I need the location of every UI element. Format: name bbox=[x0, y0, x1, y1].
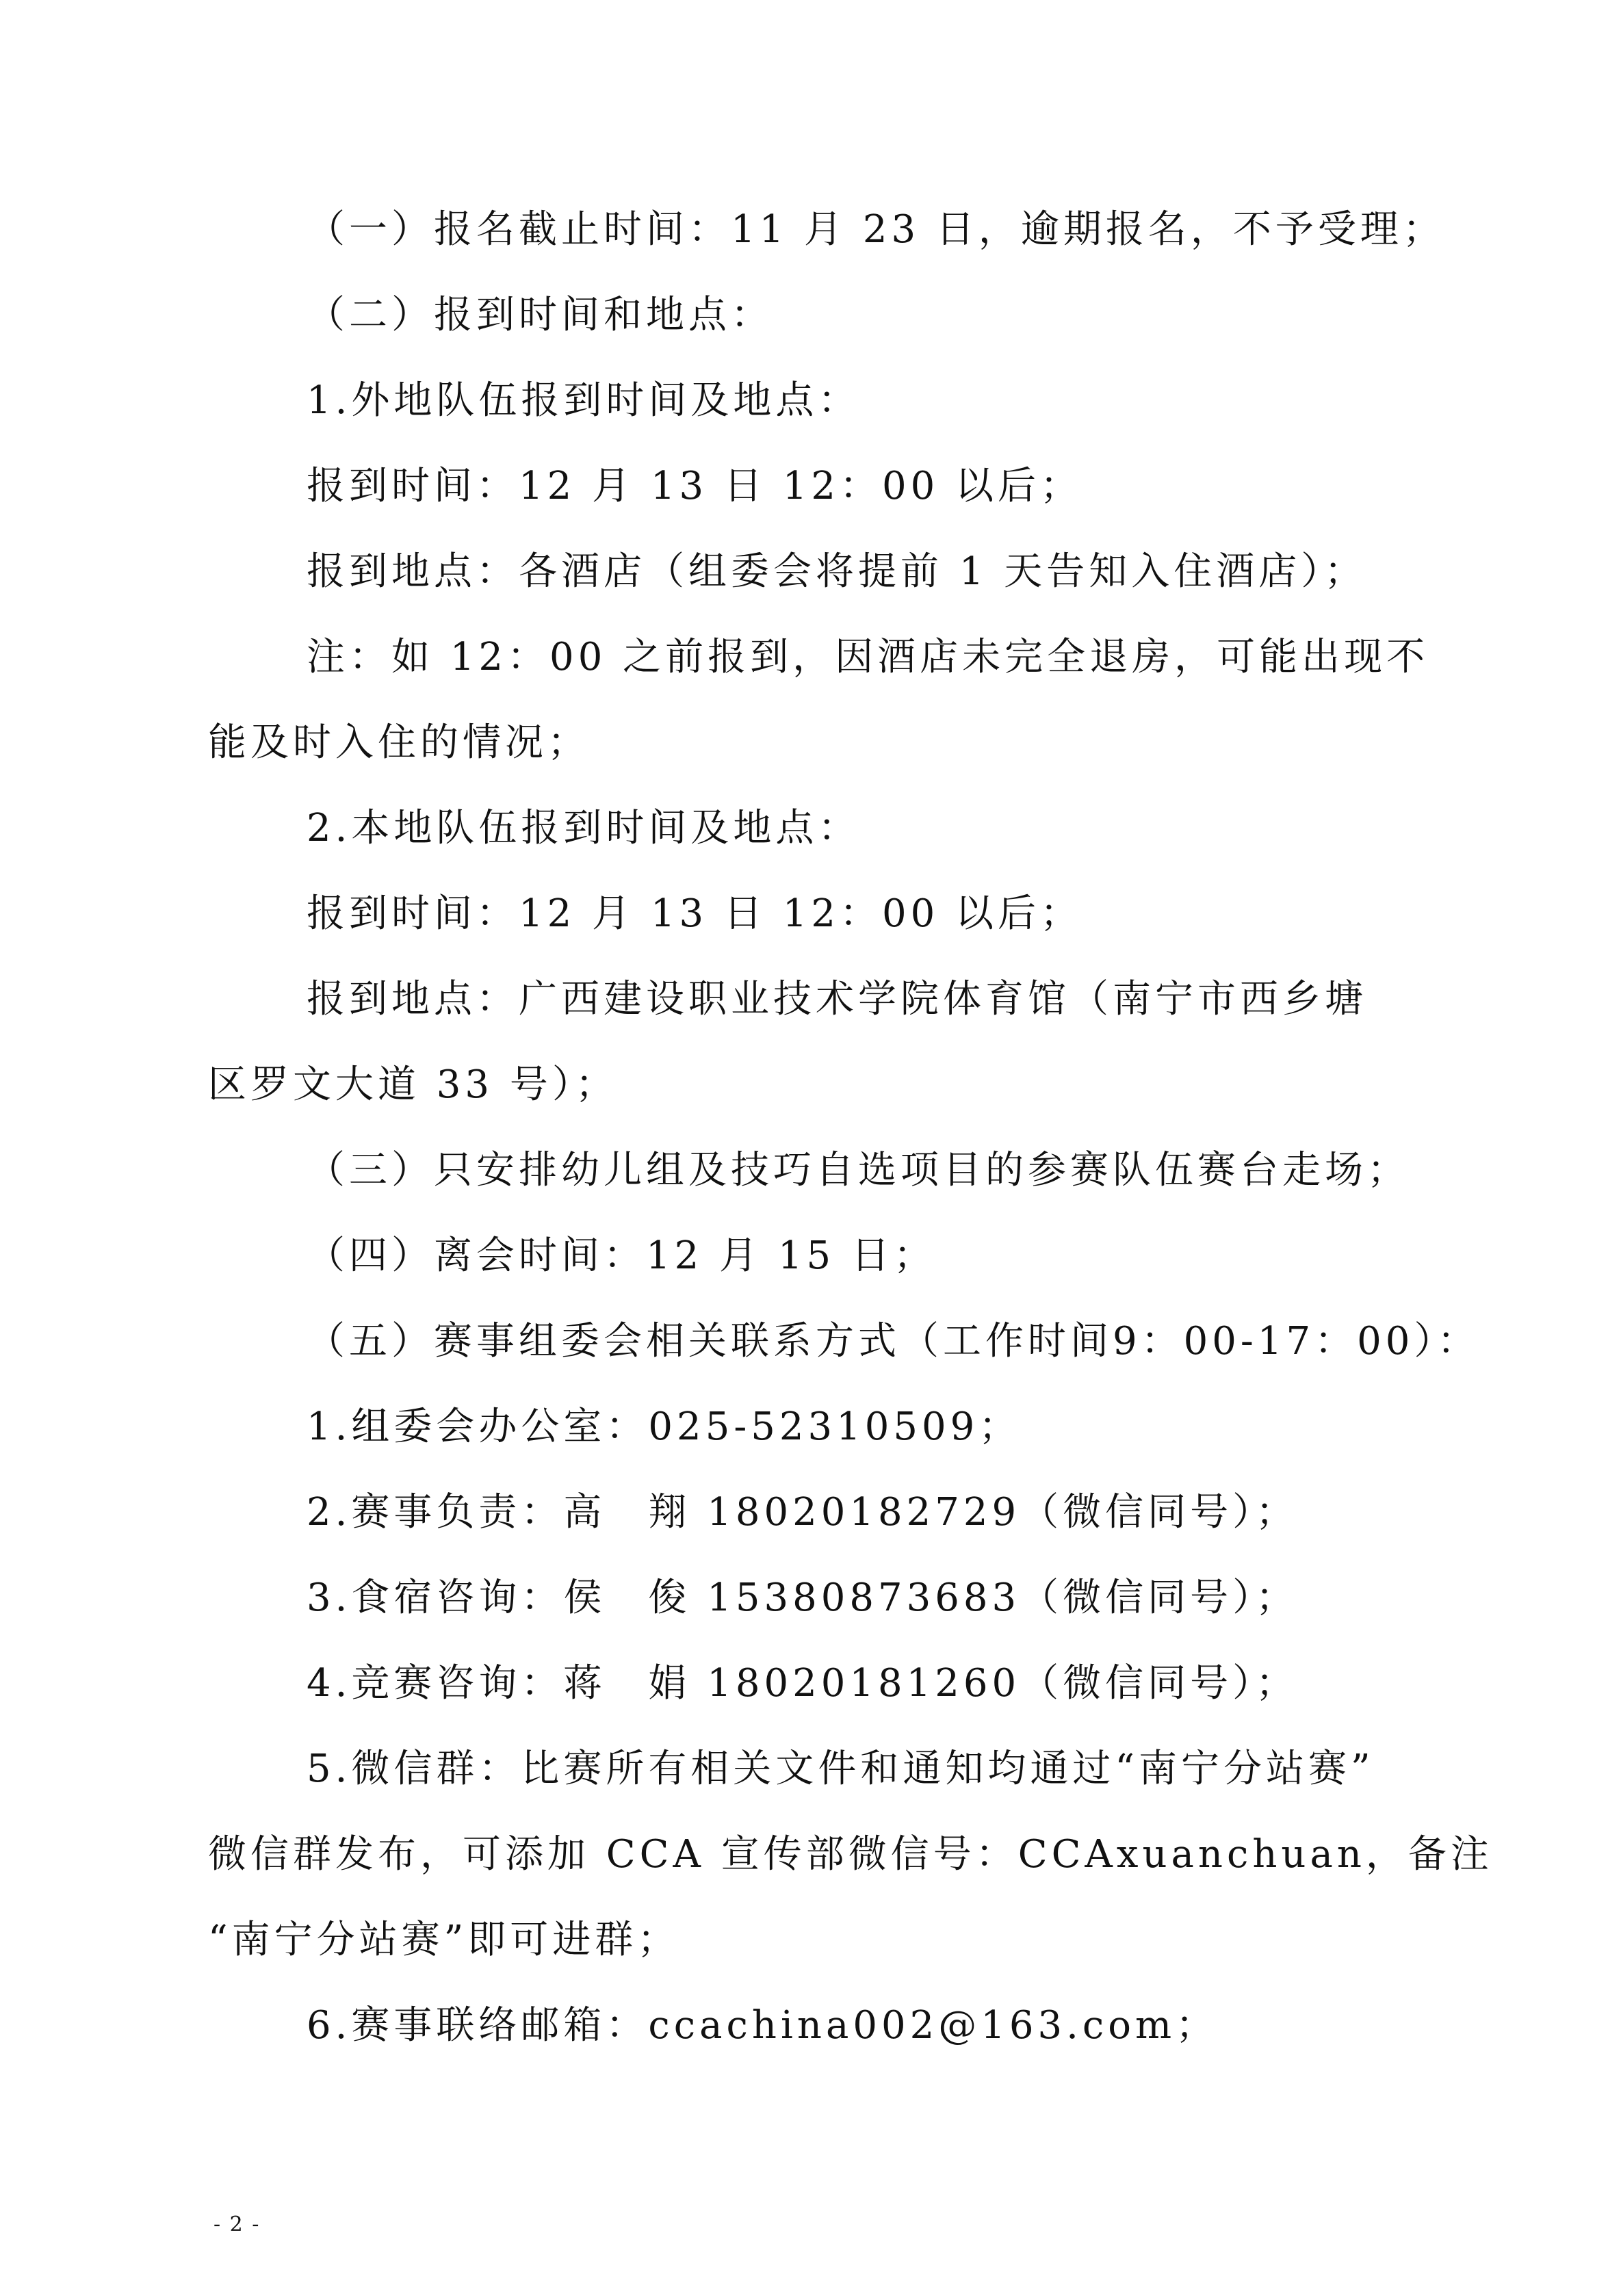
text-line: 5.微信群：比赛所有相关文件和通知均通过“南宁分站赛” bbox=[307, 1747, 1375, 1791]
text-line: 微信群发布，可添加 CCA 宣传部微信号：CCAxuanchuan，备注 bbox=[208, 1832, 1493, 1877]
text-line: 能及时入住的情况； bbox=[208, 720, 590, 765]
text-line: 报到地点：各酒店（组委会将提前 1 天告知入住酒店）； bbox=[307, 549, 1367, 594]
text-line: 1.组委会办公室：025-52310509； bbox=[307, 1405, 1022, 1449]
text-line: 报到时间：12 月 13 日 12：00 以后； bbox=[307, 891, 1083, 936]
text-line: 4.竞赛咨询：蒋 娟 18020181260（微信同号）； bbox=[307, 1661, 1299, 1706]
text-line: “南宁分站赛”即可进群； bbox=[208, 1918, 680, 1962]
text-line: 2.赛事负责：高 翔 18020182729（微信同号）； bbox=[307, 1490, 1299, 1535]
text-line: 报到时间：12 月 13 日 12：00 以后； bbox=[307, 464, 1083, 508]
text-line: 报到地点：广西建设职业技术学院体育馆（南宁市西乡塘 bbox=[307, 977, 1367, 1021]
text-line: 6.赛事联络邮箱：ccachina002@163.com； bbox=[307, 2003, 1219, 2048]
text-line: 3.食宿咨询：侯 俊 15380873683（微信同号）； bbox=[307, 1576, 1299, 1620]
text-line: 2.本地队伍报到时间及地点： bbox=[307, 806, 861, 850]
text-line: 注：如 12：00 之前报到，因酒店未完全退房，可能出现不 bbox=[307, 635, 1429, 679]
page-number: - 2 - bbox=[213, 2213, 261, 2236]
text-line: （四）离会时间：12 月 15 日； bbox=[307, 1234, 936, 1278]
text-line: 区罗文大道 33 号）； bbox=[208, 1062, 618, 1107]
text-line: （五）赛事组委会相关联系方式（工作时间9：00-17：00）： bbox=[307, 1319, 1480, 1364]
text-line: 1.外地队伍报到时间及地点： bbox=[307, 378, 861, 423]
text-line: （一）报名截止时间：11 月 23 日，逾期报名，不予受理； bbox=[307, 207, 1445, 252]
text-line: （二）报到时间和地点： bbox=[307, 293, 773, 337]
text-line: （三）只安排幼儿组及技巧自选项目的参赛队伍赛台走场； bbox=[307, 1148, 1410, 1192]
